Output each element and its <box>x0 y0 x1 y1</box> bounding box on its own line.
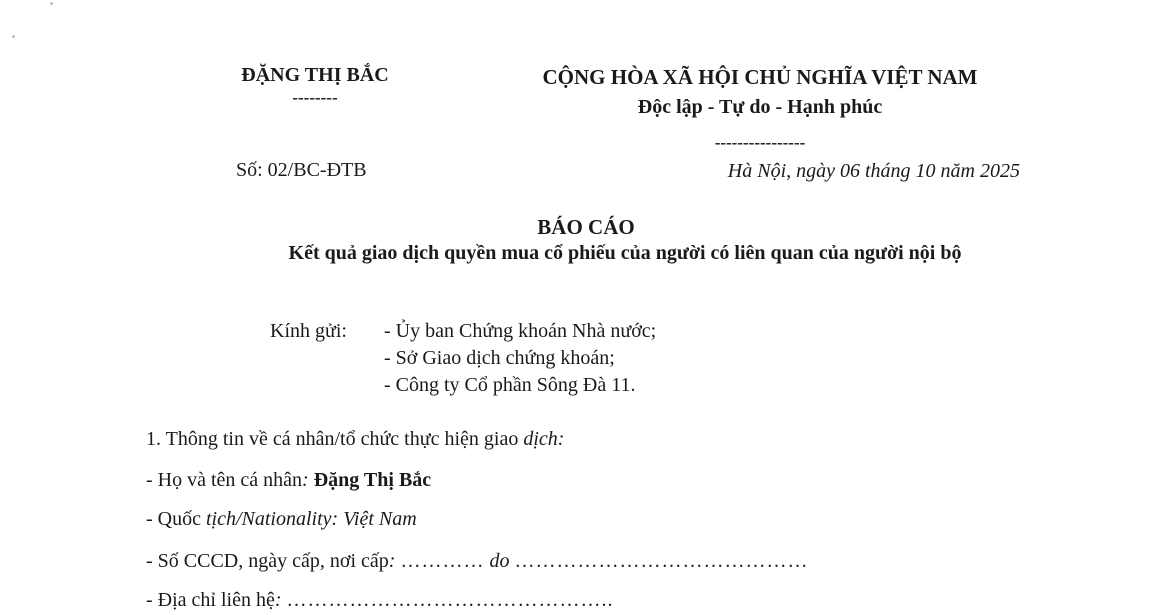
document-number: Số: 02/BC-ĐTB <box>236 159 367 181</box>
id-label: - Số CCCD, ngày cấp, nơi cấp <box>146 550 389 572</box>
id-issued-by: do <box>489 550 510 572</box>
id-line <box>146 546 808 576</box>
scan-speck <box>50 2 53 5</box>
nationality-line <box>146 504 417 534</box>
recipient-item: - Công ty Cổ phần Sông Đà 11. <box>384 374 636 396</box>
name-value: Đặng Thị Bắc <box>313 469 432 491</box>
report-title: BÁO CÁO <box>537 215 635 239</box>
scan-speck <box>12 35 15 38</box>
section1-heading <box>146 424 564 454</box>
id-issuer-placeholder: …………………………………… <box>514 550 809 572</box>
recipient-item: - Ủy ban Chứng khoán Nhà nước; <box>384 320 657 342</box>
author-name: ĐẶNG THỊ BẮC <box>241 64 389 86</box>
place-date: Hà Nội, ngày 06 tháng 10 năm 2025 <box>727 160 1020 182</box>
recipient-item: - Sở Giao dịch chứng khoán; <box>384 347 615 369</box>
report-subtitle: Kết quả giao dịch quyền mua cổ phiếu của người có liên quan của người nội bộ <box>288 242 962 264</box>
section1-heading-text: 1. Thông tin về cá nhân/tổ chức thực hiện giao <box>146 428 524 450</box>
address-line <box>146 585 614 615</box>
address-label: - Địa chỉ liên hệ <box>146 589 275 611</box>
id-number-placeholder: ………… <box>400 550 485 572</box>
name-line <box>146 465 431 495</box>
author-rule: -------- <box>292 88 338 107</box>
nationality-value: tịch/Nationality: Việt Nam <box>205 508 417 530</box>
section1-heading-italic: dịch: <box>523 428 565 450</box>
recipients-label: Kính gửi: <box>270 320 347 342</box>
country-name: CỘNG HÒA XÃ HỘI CHỦ NGHĨA VIỆT NAM <box>542 65 978 89</box>
nationality-label: - Quốc <box>146 508 206 530</box>
id-colon: : <box>388 550 396 572</box>
address-colon: : <box>274 589 282 611</box>
address-placeholder: ……………………………………….. <box>286 589 614 611</box>
motto: Độc lập - Tự do - Hạnh phúc <box>637 96 883 118</box>
motto-rule: ---------------- <box>714 133 806 152</box>
name-colon: : <box>302 469 309 491</box>
name-label: - Họ và tên cá nhân <box>146 469 303 491</box>
